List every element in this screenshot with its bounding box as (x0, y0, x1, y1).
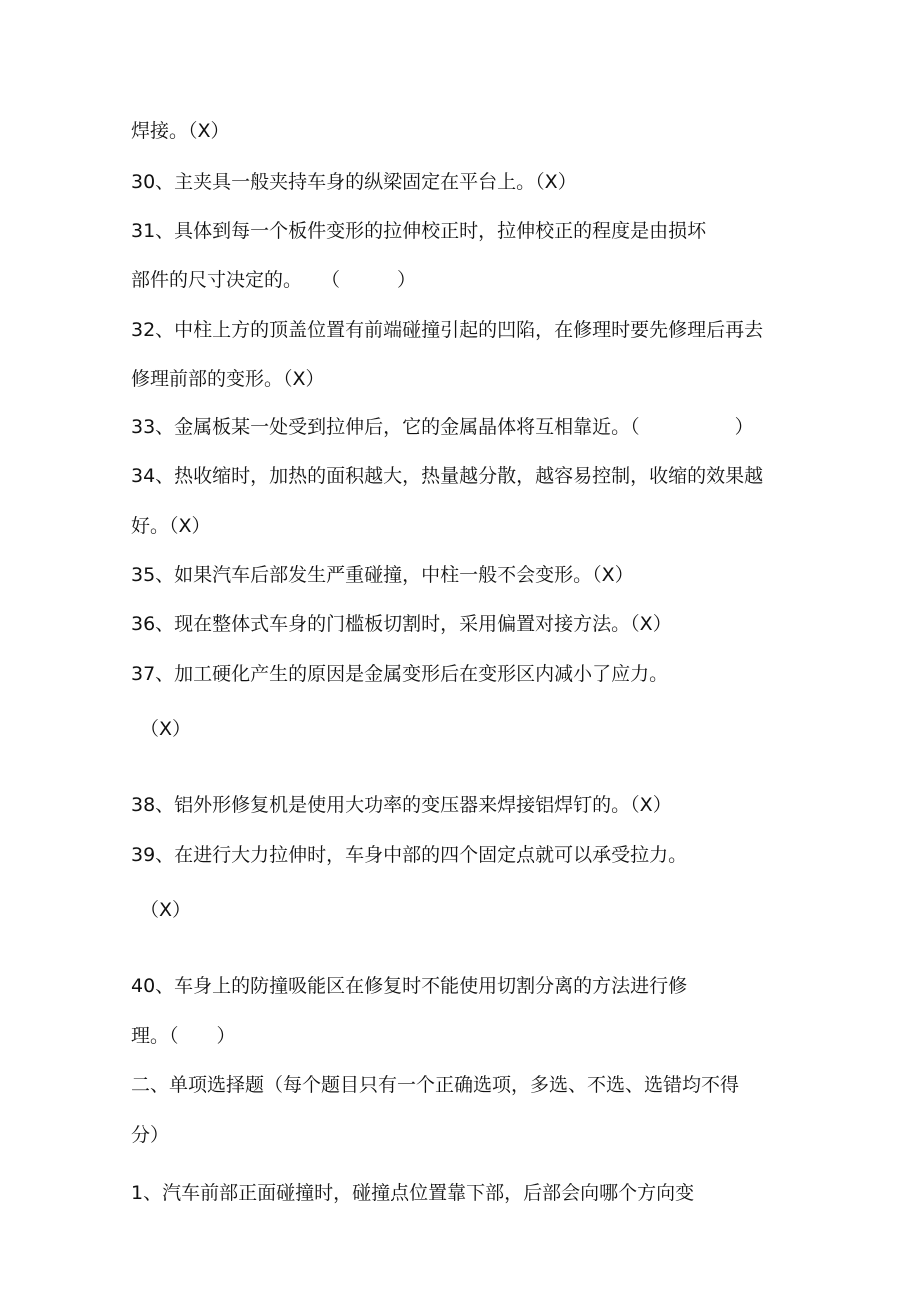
text-line: （X） (140, 899, 192, 921)
text-line: 40、车身上的防撞吸能区在修复时不能使用切割分离的方法进行修 (131, 975, 688, 997)
text-line: 二、单项选择题（每个题目只有一个正确选项，多选、不选、选错均不得 (131, 1074, 740, 1096)
text-line: 39、在进行大力拉伸时，车身中部的四个固定点就可以承受拉力。 (131, 844, 688, 866)
text-line: 30、主夹具一般夹持车身的纵梁固定在平台上。（X） (131, 171, 577, 193)
text-line: （X） (140, 718, 192, 740)
text-line: 分） (131, 1124, 170, 1146)
text-line: 32、中柱上方的顶盖位置有前端碰撞引起的凹陷，在修理时要先修理后再去 (131, 319, 764, 341)
text-line: 1、汽车前部正面碰撞时，碰撞点位置靠下部，后部会向哪个方向变 (131, 1182, 695, 1204)
text-line: 修理前部的变形。（X） (131, 368, 325, 390)
text-line: 35、如果汽车后部发生严重碰撞，中柱一般不会变形。（X） (131, 564, 634, 586)
text-line: 理。（ ） (131, 1025, 236, 1047)
text-line: 33、金属板某一处受到拉伸后，它的金属晶体将互相靠近。（ ） (131, 416, 754, 438)
text-line: 37、加工硬化产生的原因是金属变形后在变形区内减小了应力。 (131, 663, 669, 685)
text-line: 焊接。（X） (131, 120, 230, 142)
text-line: 31、具体到每一个板件变形的拉伸校正时，拉伸校正的程度是由损坏 (131, 220, 707, 242)
text-line: 部件的尺寸决定的。 （ ） (131, 269, 417, 291)
text-line: 38、铝外形修复机是使用大功率的变压器来焊接铝焊钉的。（X） (131, 794, 672, 816)
text-line: 34、热收缩时，加热的面积越大，热量越分散，越容易控制，收缩的效果越 (131, 465, 764, 487)
text-line: 36、现在整体式车身的门槛板切割时，采用偏置对接方法。（X） (131, 613, 672, 635)
text-line: 好。（X） (131, 515, 211, 537)
